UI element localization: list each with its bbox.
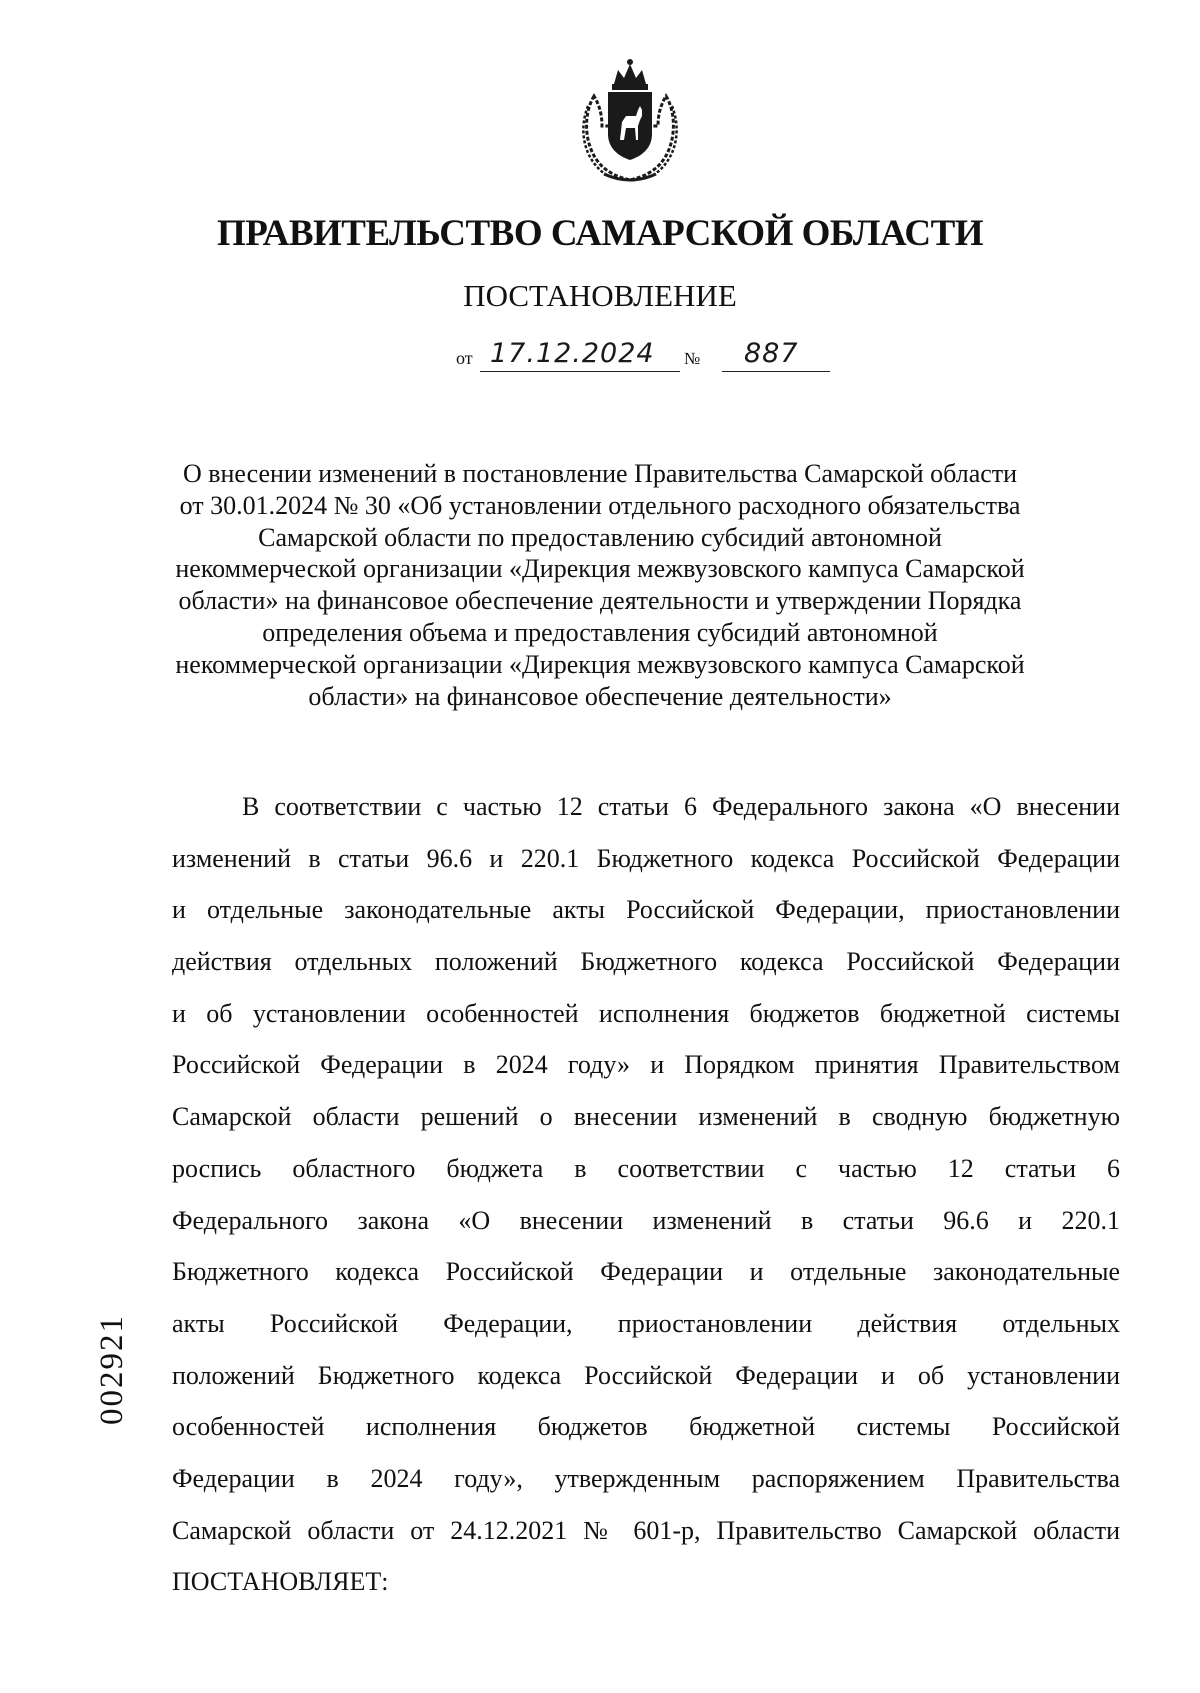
body-line: Самарской области решений о внесении изменений в сводную бюджетную [172,1102,1120,1132]
body-line: положений Бюджетного кодекса Российской Федерации и об установлении [172,1360,1120,1390]
subject-line: Самарской области по предоставлению субсидий автономной [258,522,942,552]
coat-of-arms-icon [574,56,686,186]
body-line: Федерации в 2024 году», утвержденным распоряжением Правительства [172,1463,1120,1493]
body-line: роспись областного бюджета в соответствии с частью 12 статьи 6 [172,1153,1120,1183]
date-prefix: от [456,348,473,368]
side-serial-number: 002921 [94,1314,130,1425]
subject-line: области» на финансовое обеспечение деятельности и утверждении Порядка [178,586,1022,616]
subject-line: определения объема и предоставления субсидий автономной [262,617,938,647]
body-line: действия отдельных положений Бюджетного кодекса Российской Федерации [172,947,1120,977]
date-field [480,335,680,372]
document-subject [150,458,1050,712]
body-line: В соответствии с частью 12 статьи 6 Федерального закона «О внесении [242,792,1120,821]
body-line: изменений в статьи 96.6 и 220.1 Бюджетного кодекса Российской Федерации [172,843,1120,873]
subject-line: некоммерческой организации «Дирекция межвузовского кампуса Самарской [175,554,1025,584]
subject-line: области» на финансовое обеспечение деятельности» [308,681,892,711]
subject-line: от 30.01.2024 № 30 «Об установлении отдельного расходного обязательства [179,490,1021,520]
document-type: ПОСТАНОВЛЕНИЕ [463,278,737,313]
body-line-resolution: ПОСТАНОВЛЯЕТ: [172,1567,389,1597]
date-number-line [456,330,846,378]
body-line: Федерального закона «О внесении изменений в статьи 96.6 и 220.1 [172,1205,1120,1235]
body-line: Российской Федерации в 2024 году» и Порядком принятия Правительством [172,1050,1120,1080]
subject-line: некоммерческой организации «Дирекция межвузовского кампуса Самарской [175,649,1025,679]
body-line: Самарской области от 24.12.2021 № 601-р, Правительство Самарской области [172,1515,1120,1545]
handwritten-date: 17.12.2024 [490,338,655,369]
subject-line: О внесении изменений в постановление Правительства Самарской области [182,459,1018,488]
body-line: акты Российской Федерации, приостановлении действия отдельных [172,1308,1120,1338]
body-line: и об установлении особенностей исполнения бюджетов бюджетной системы [172,998,1120,1028]
body-line: особенностей исполнения бюджетов бюджетной системы Российской [172,1412,1120,1442]
number-prefix: № [684,349,701,368]
body-line: и отдельные законодательные акты Российской Федерации, приостановлении [172,895,1120,925]
number-field [722,335,830,372]
government-title: ПРАВИТЕЛЬСТВО САМАРСКОЙ ОБЛАСТИ [216,213,984,254]
body-paragraph [172,781,1120,1608]
body-line: Бюджетного кодекса Российской Федерации и отдельные законодательные [172,1257,1120,1287]
handwritten-number: 887 [744,338,799,369]
